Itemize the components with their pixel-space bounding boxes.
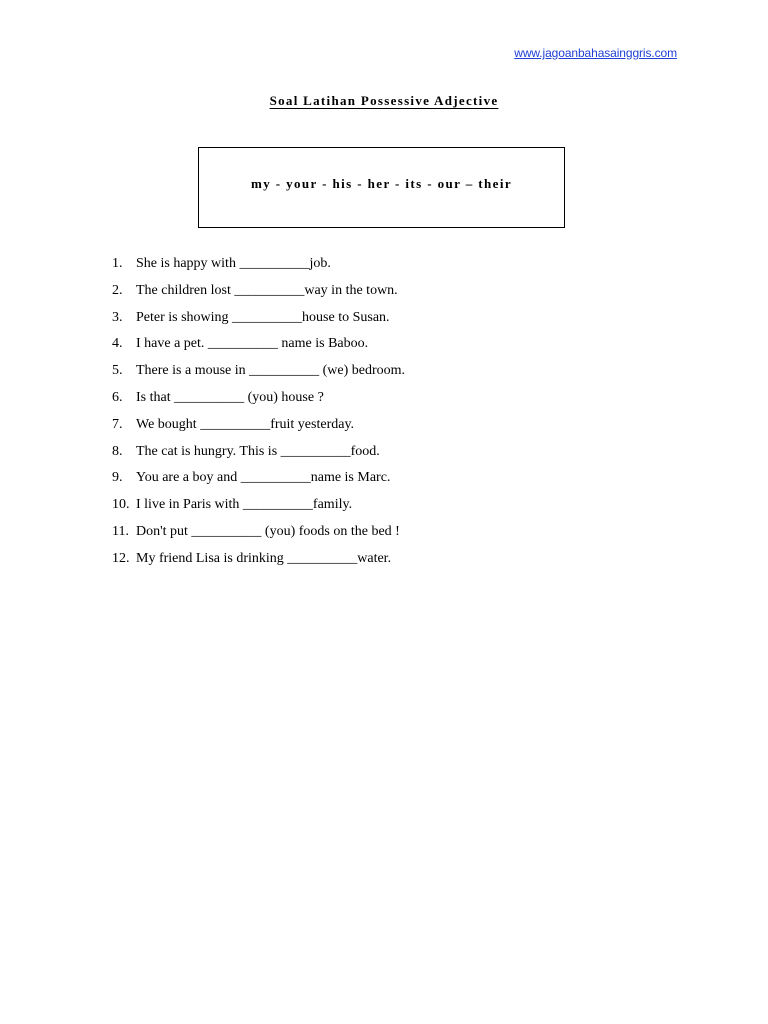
page-title-text: Soal Latihan Possessive Adjective: [269, 93, 499, 108]
word-bank-box: [198, 147, 565, 228]
question-number: 1.: [112, 256, 123, 271]
question-number: 2.: [112, 282, 123, 298]
question-number: 11.: [112, 523, 129, 539]
word-bank-text: my - your - his - her - its - our – their: [250, 176, 513, 191]
question-number: 4.: [112, 336, 123, 352]
question-text: You are a boy and __________name is Marc.: [136, 470, 391, 486]
question-number: 6.: [112, 389, 123, 405]
question-number: 9.: [112, 470, 123, 486]
question-text: Peter is showing __________house to Susan.: [136, 309, 390, 325]
question-number: 8.: [112, 443, 123, 459]
question-item-4: [112, 336, 405, 363]
question-text: I have a pet. __________ name is Baboo.: [136, 336, 369, 352]
question-item-8: [112, 444, 405, 471]
question-text: Is that __________ (you) house ?: [136, 389, 324, 405]
question-item-11: [112, 524, 405, 551]
question-text: There is a mouse in __________ (we) bedroom.: [136, 363, 406, 379]
question-number: 12.: [112, 550, 130, 566]
question-item-3: [112, 310, 405, 337]
website-link[interactable]: www.jagoanbahasainggris.com: [514, 46, 677, 60]
question-list: [112, 256, 405, 578]
question-item-10: [112, 497, 405, 524]
question-item-2: [112, 283, 405, 310]
question-item-7: [112, 417, 405, 444]
question-text: The cat is hungry. This is __________food.: [136, 443, 380, 459]
question-text: Don't put __________ (you) foods on the bed !: [136, 523, 400, 539]
question-number: 7.: [112, 416, 123, 432]
question-number: 5.: [112, 363, 123, 379]
question-number: 10.: [112, 497, 130, 513]
question-text: We bought __________fruit yesterday.: [136, 416, 355, 432]
question-text: My friend Lisa is drinking __________water.: [136, 550, 392, 566]
question-item-6: [112, 390, 405, 417]
question-text: The children lost __________way in the town.: [136, 282, 398, 298]
question-item-12: [112, 551, 405, 578]
question-item-9: [112, 470, 405, 497]
question-text: I live in Paris with __________family.: [136, 497, 353, 513]
question-text: She is happy with __________job.: [136, 256, 331, 271]
question-item-1: [112, 256, 405, 283]
question-number: 3.: [112, 309, 123, 325]
page-title: [0, 93, 768, 109]
question-item-5: [112, 363, 405, 390]
